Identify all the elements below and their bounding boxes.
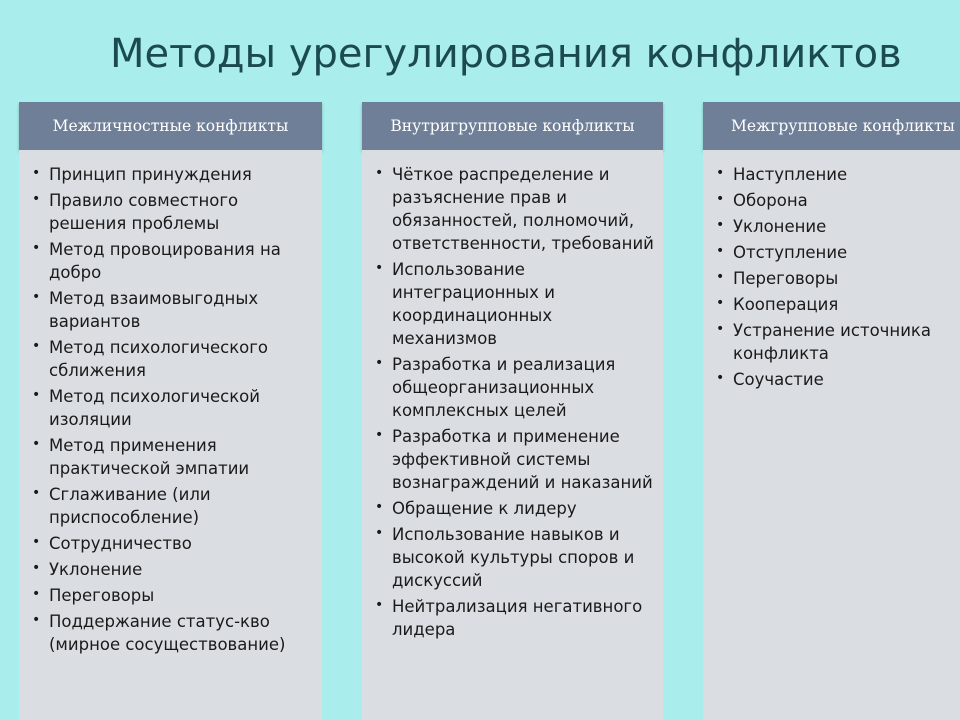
list-item-text: Отступление (733, 243, 848, 262)
bullet-icon: • (716, 243, 725, 259)
list-item (31, 610, 314, 656)
bullet-icon: • (32, 191, 41, 207)
bullet-icon: • (716, 269, 725, 285)
list-item-text: Разработка и применение эффективной системы вознаграждений и наказаний (392, 427, 653, 492)
list-item (31, 287, 314, 333)
bullet-icon: • (716, 321, 725, 337)
bullet-icon: • (716, 370, 725, 386)
list-item-text: Соучастие (733, 370, 824, 389)
bullet-icon: • (32, 612, 41, 628)
bullet-icon: • (375, 499, 384, 515)
column-header-intergroup: Межгрупповые конфликты (703, 102, 960, 150)
bullet-icon: • (32, 240, 41, 256)
list-item (715, 293, 952, 316)
slide-title: Методы урегулирования конфликтов (110, 31, 902, 77)
list-item (374, 353, 655, 422)
list-item (715, 319, 952, 365)
column-body-intragroup (362, 150, 663, 720)
list-item (31, 532, 314, 555)
list-item (715, 163, 952, 186)
bullet-icon: • (716, 295, 725, 311)
list-item (31, 434, 314, 480)
list-item (31, 189, 314, 235)
list-item (374, 163, 655, 255)
list-item-text: Сглаживание (или приспособление) (49, 485, 211, 527)
bullet-icon: • (375, 355, 384, 371)
method-list (374, 163, 655, 641)
list-item-text: Использование навыков и высокой культуры споров и дискуссий (392, 525, 635, 590)
list-item-text: Уклонение (733, 217, 827, 236)
list-item-text: Наступление (733, 165, 848, 184)
list-item (715, 267, 952, 290)
bullet-icon: • (375, 525, 384, 541)
list-item (31, 584, 314, 607)
method-list (715, 163, 952, 391)
bullet-icon: • (32, 485, 41, 501)
list-item (715, 215, 952, 238)
bullet-icon: • (375, 165, 384, 181)
list-item-text: Метод взаимовыгодных вариантов (49, 289, 259, 331)
bullet-icon: • (32, 387, 41, 403)
bullet-icon: • (375, 260, 384, 276)
bullet-icon: • (32, 560, 41, 576)
list-item-text: Метод психологического сближения (49, 338, 269, 380)
list-item (374, 523, 655, 592)
method-list (31, 163, 314, 656)
bullet-icon: • (32, 534, 41, 550)
bullet-icon: • (716, 191, 725, 207)
list-item-text: Метод провоцирования на добро (49, 240, 281, 282)
list-item-text: Оборона (733, 191, 808, 210)
list-item (374, 425, 655, 494)
bullet-icon: • (32, 436, 41, 452)
list-item (715, 241, 952, 264)
column-header-intragroup: Внутригрупповые конфликты (362, 102, 663, 150)
list-item (715, 368, 952, 391)
list-item (715, 189, 952, 212)
list-item-text: Устранение источника конфликта (733, 321, 932, 363)
list-item (31, 483, 314, 529)
bullet-icon: • (32, 586, 41, 602)
bullet-icon: • (375, 427, 384, 443)
list-item (374, 258, 655, 350)
list-item-text: Сотрудничество (49, 534, 192, 553)
list-item (31, 558, 314, 581)
list-item (31, 336, 314, 382)
list-item-text: Переговоры (49, 586, 155, 605)
list-item-text: Переговоры (733, 269, 839, 288)
list-item-text: Метод психологической изоляции (49, 387, 260, 429)
list-item-text: Кооперация (733, 295, 839, 314)
column-body-interpersonal (19, 150, 322, 720)
list-item (374, 497, 655, 520)
bullet-icon: • (32, 338, 41, 354)
bullet-icon: • (375, 597, 384, 613)
bullet-icon: • (716, 217, 725, 233)
list-item (31, 238, 314, 284)
column-body-intergroup (703, 150, 960, 720)
list-item-text: Чёткое распределение и разъяснение прав и обязанностей, полномочий, ответственности, требований (392, 165, 654, 253)
list-item-text: Уклонение (49, 560, 143, 579)
list-item-text: Принцип принуждения (49, 165, 252, 184)
list-item-text: Использование интеграционных и координационных механизмов (392, 260, 555, 348)
bullet-icon: • (32, 165, 41, 181)
list-item-text: Поддержание статус-кво (мирное сосуществование) (49, 612, 286, 654)
list-item (374, 595, 655, 641)
list-item (31, 163, 314, 186)
column-header-interpersonal: Межличностные конфликты (19, 102, 322, 150)
list-item-text: Нейтрализация негативного лидера (392, 597, 643, 639)
list-item (31, 385, 314, 431)
bullet-icon: • (716, 165, 725, 181)
list-item-text: Разработка и реализация общеорганизационных комплексных целей (392, 355, 616, 420)
bullet-icon: • (32, 289, 41, 305)
list-item-text: Правило совместного решения проблемы (49, 191, 239, 233)
list-item-text: Обращение к лидеру (392, 499, 577, 518)
list-item-text: Метод применения практической эмпатии (49, 436, 250, 478)
